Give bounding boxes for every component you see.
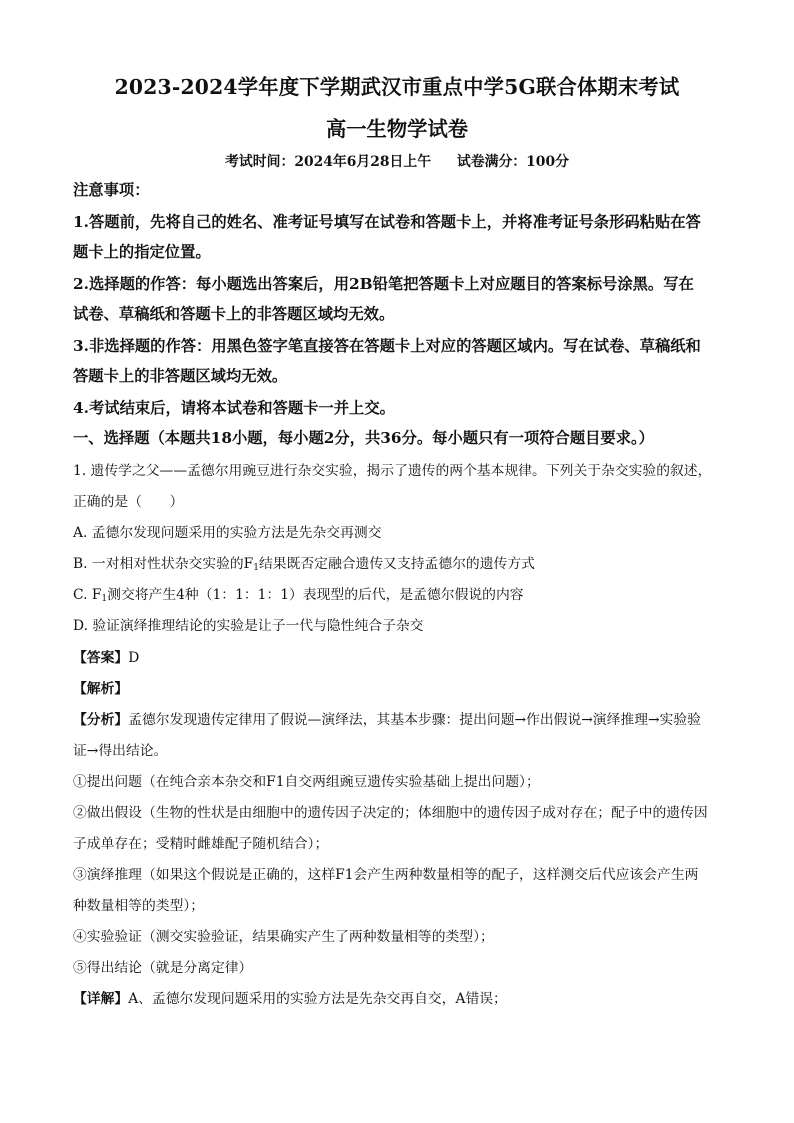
option-b-post: 结果既否定融合遗传又支持孟德尔的遗传方式 [258, 556, 535, 572]
answer-value: D [128, 650, 140, 666]
notice-item-4-line-1: 4.考试结束后，请将本试卷和答题卡一并上交。 [73, 399, 395, 417]
notice-heading: 注意事项： [73, 181, 150, 199]
analysis-tag: 【分析】 [73, 712, 129, 728]
notice-item-2-line-2: 试卷、草稿纸和答题卡上的非答题区域均无效。 [73, 305, 395, 323]
step-3-line-2: 种数量相等的类型）； [73, 898, 205, 914]
notice-item-1-line-2: 题卡上的指定位置。 [73, 243, 211, 261]
notice-item-3-line-2: 答题卡上的非答题区域均无效。 [73, 367, 288, 385]
exam-subtitle: 高一生物学试卷 [325, 117, 469, 141]
question-stem-line-2: 正确的是（ ） [73, 494, 184, 510]
detail-text-1: A、孟德尔发现问题采用的实验方法是先杂交再自交，A错误； [128, 991, 507, 1007]
option-c-sub: 1 [101, 594, 108, 604]
step-2-line-2: 子成单存在；受精时雌雄配子随机结合）； [73, 836, 329, 852]
exam-time: 考试时间：2024年6月28日上午 [225, 154, 432, 170]
option-b-pre: B. 一对相对性状杂交实验的F [73, 556, 254, 572]
question-stem-line-1: 1. 遗传学之父——孟德尔用豌豆进行杂交实验，揭示了遗传的两个基本规律。下列关于杂交实验的叙述， [73, 463, 712, 479]
step-1: ①提出问题（在纯合亲本杂交和F1自交两组豌豆遗传实验基础上提出问题）； [73, 774, 540, 790]
option-c-pre: C. F [73, 587, 102, 603]
option-b-sub: 1 [253, 563, 259, 573]
step-2-line-1: ②做出假设（生物的性状是由细胞中的遗传因子决定的；体细胞中的遗传因子成对存在；配子中的遗传因 [73, 805, 708, 821]
answer-line [73, 652, 139, 666]
section-heading: 一、选择题（本题共18小题，每小题2分，共36分。每小题只有一项符合题目要求。） [73, 429, 654, 447]
answer-tag: 【答案】 [73, 650, 129, 666]
detail-tag: 【详解】 [73, 991, 129, 1007]
exam-title: 2023-2024学年度下学期武汉市重点中学5G联合体期末考试 [114, 75, 680, 99]
notice-item-2-line-1: 2.选择题的作答：每小题选出答案后，用2B铅笔把答题卡上对应题目的答案标号涂黑。写在 [73, 275, 694, 293]
explanation-tag: 【解析】 [73, 681, 129, 697]
option-b [73, 558, 535, 572]
notice-item-1-line-1: 1.答题前，先将自己的姓名、准考证号填写在试卷和答题卡上，并将准考证号条形码粘贴在答 [73, 213, 701, 231]
analysis-line-2: 证→得出结论。 [73, 743, 168, 759]
option-c-post: 测交将产生4种（1：1：1：1）表现型的后代，是孟德尔假说的内容 [107, 587, 524, 603]
option-c [73, 589, 524, 603]
notice-item-3-line-1: 3.非选择题的作答：用黑色签字笔直接答在答题卡上对应的答题区域内。写在试卷、草稿纸和 [73, 337, 701, 355]
detail-line-1 [73, 993, 507, 1007]
option-a: A. 孟德尔发现问题采用的实验方法是先杂交再测交 [73, 525, 382, 541]
option-d: D. 验证演绎推理结论的实验是让子一代与隐性纯合子杂交 [73, 618, 424, 634]
step-3-line-1: ③演绎推理（如果这个假说是正确的，这样F1会产生两种数量相等的配子，这样测交后代应该会产生两 [73, 867, 699, 883]
step-5: ⑤得出结论（就是分离定律） [73, 960, 253, 976]
step-4: ④实验验证（测交实验验证，结果确实产生了两种数量相等的类型）； [73, 929, 494, 945]
analysis-line-1 [73, 714, 701, 728]
full-score: 试卷满分：100分 [456, 154, 569, 170]
exam-meta [4, 151, 790, 171]
analysis-text-1: 孟德尔发现遗传定律用了假说—演绎法，其基本步骤：提出问题→作出假说→演绎推理→实验验 [128, 712, 701, 728]
